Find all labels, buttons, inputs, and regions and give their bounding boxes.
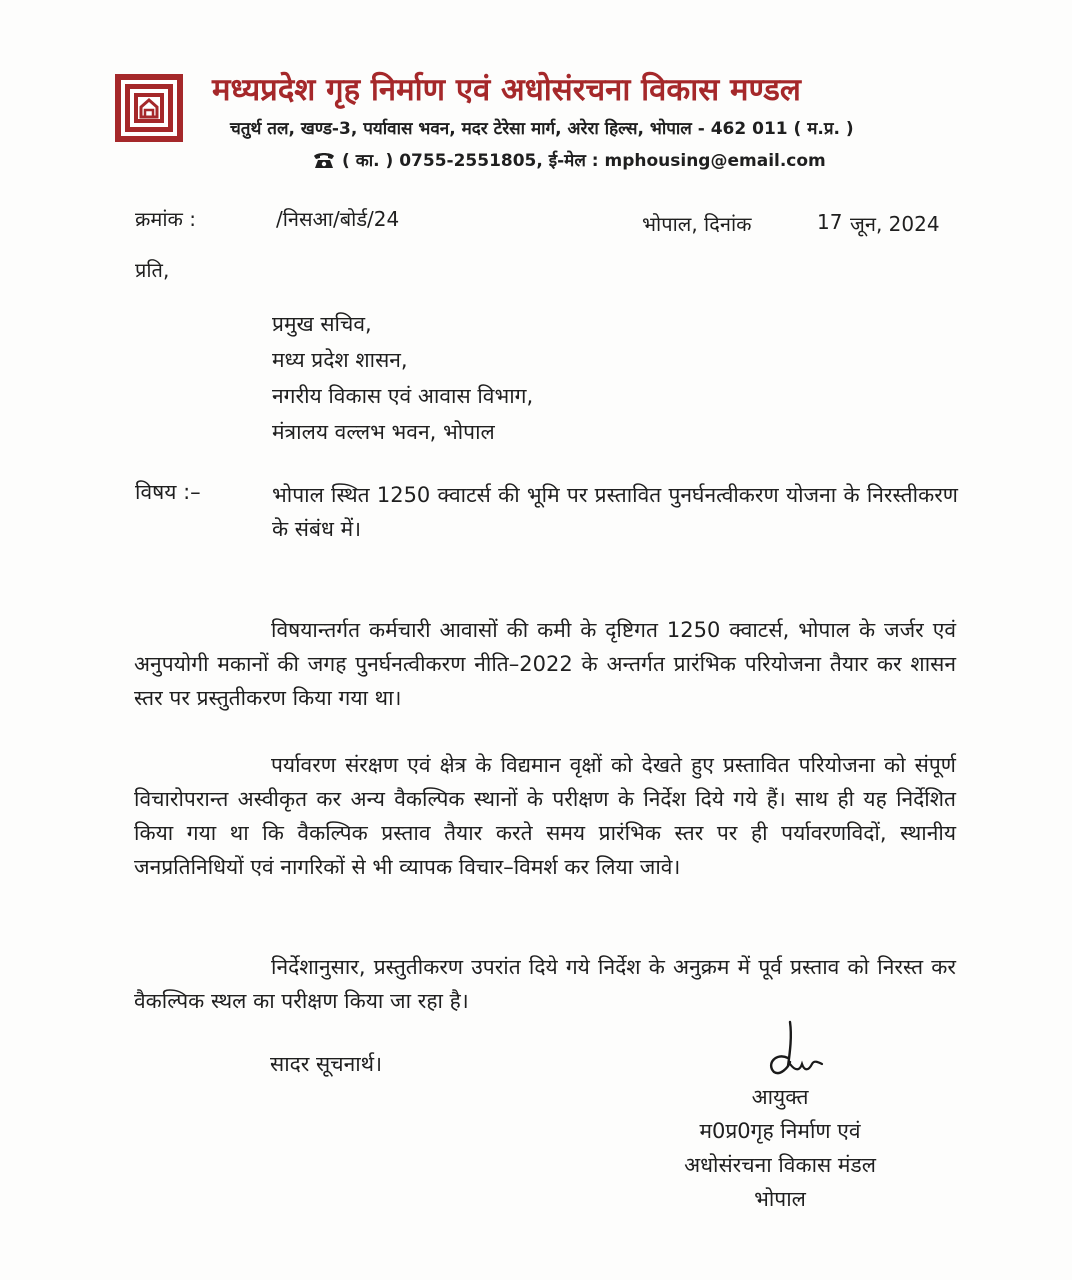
date-month-year: जून, 2024 [850, 212, 940, 236]
handwritten-signature [760, 1018, 830, 1082]
subject-text: भोपाल स्थित 1250 क्वाटर्स की भूमि पर प्रस्तावित पुनर्घनत्वीकरण योजना के निरस्तीकरण के संबंध में। [272, 483, 958, 541]
addressee-block [272, 306, 533, 450]
body-paragraph-2: पर्यावरण संरक्षण एवं क्षेत्र के विद्यमान वृक्षों को देखते हुए प्रस्तावित परियोजना को संपूर्ण विचारोपरान्त अस्वीकृत कर अन्य वैकल्पिक स्थानों के परीक्षण के निर्देश दिये गये हैं। साथ ही यह निर्देशित किया गया था कि वैकल्पिक प्रस्ताव तैयार करते समय प्रारंभिक स्तर पर ही पर्यावरणविदों, स्थानीय जनप्रतिनिधियों एवं नागरिकों से भी व्यापक विचार–विमर्श कर लिया जावे। [134, 753, 956, 879]
signatory-line: म0प्र0गृह निर्माण एवं [699, 1119, 861, 1143]
org-address: चतुर्थ तल, खण्ड-3, पर्यावास भवन, मदर टेरेसा मार्ग, अरेरा हिल्स, भोपाल - 462 011 ( म.प्र. ) [230, 119, 854, 139]
date-day: 17 [817, 210, 843, 234]
body-paragraph-1: विषयान्तर्गत कर्मचारी आवासों की कमी के दृष्टिगत 1250 क्वाटर्स, भोपाल के जर्जर एवं अनुपयोगी मकानों की जगह पुनर्घनत्वीकरण नीति–2022 के अन्तर्गत प्रारंभिक परियोजना तैयार कर शासन स्तर पर प्रस्तुतीकरण किया गया था। [134, 618, 956, 710]
org-contact [312, 148, 826, 171]
signatory-title: आयुक्त [751, 1085, 809, 1109]
telephone-icon [312, 151, 336, 169]
addressee-line: प्रमुख सचिव, [272, 312, 372, 336]
contact-text: ( का. ) 0755-2551805, ई-मेल : mphousing@email.com [342, 151, 826, 171]
addressee-line: मध्य प्रदेश शासन, [272, 348, 408, 372]
addressee-line: नगरीय विकास एवं आवास विभाग, [272, 384, 534, 408]
signatory-line: भोपाल [754, 1187, 806, 1211]
date-label: भोपाल, दिनांक [642, 212, 752, 236]
subject-label: विषय :– [135, 480, 201, 504]
closing-text: सादर सूचनार्थ। [270, 1052, 383, 1076]
body-paragraph-3: निर्देशानुसार, प्रस्तुतीकरण उपरांत दिये गये निर्देश के अनुक्रम में पूर्व प्रस्ताव को निरस्त कर वैकल्पिक स्थल का परीक्षण किया जा रहा है। [134, 955, 956, 1013]
reference-label: क्रमांक : [135, 207, 196, 231]
signatory-line: अधोसंरचना विकास मंडल [684, 1153, 876, 1177]
addressee-line: मंत्रालय वल्लभ भवन, भोपाल [272, 420, 495, 444]
signatory-block [640, 1080, 920, 1216]
salutation: प्रति, [135, 258, 170, 282]
org-name: मध्यप्रदेश गृह निर्माण एवं अधोसंरचना विकास मण्डल [212, 72, 801, 108]
reference-number: /निसआ/बोर्ड/24 [276, 207, 400, 231]
board-logo-icon [114, 73, 184, 143]
